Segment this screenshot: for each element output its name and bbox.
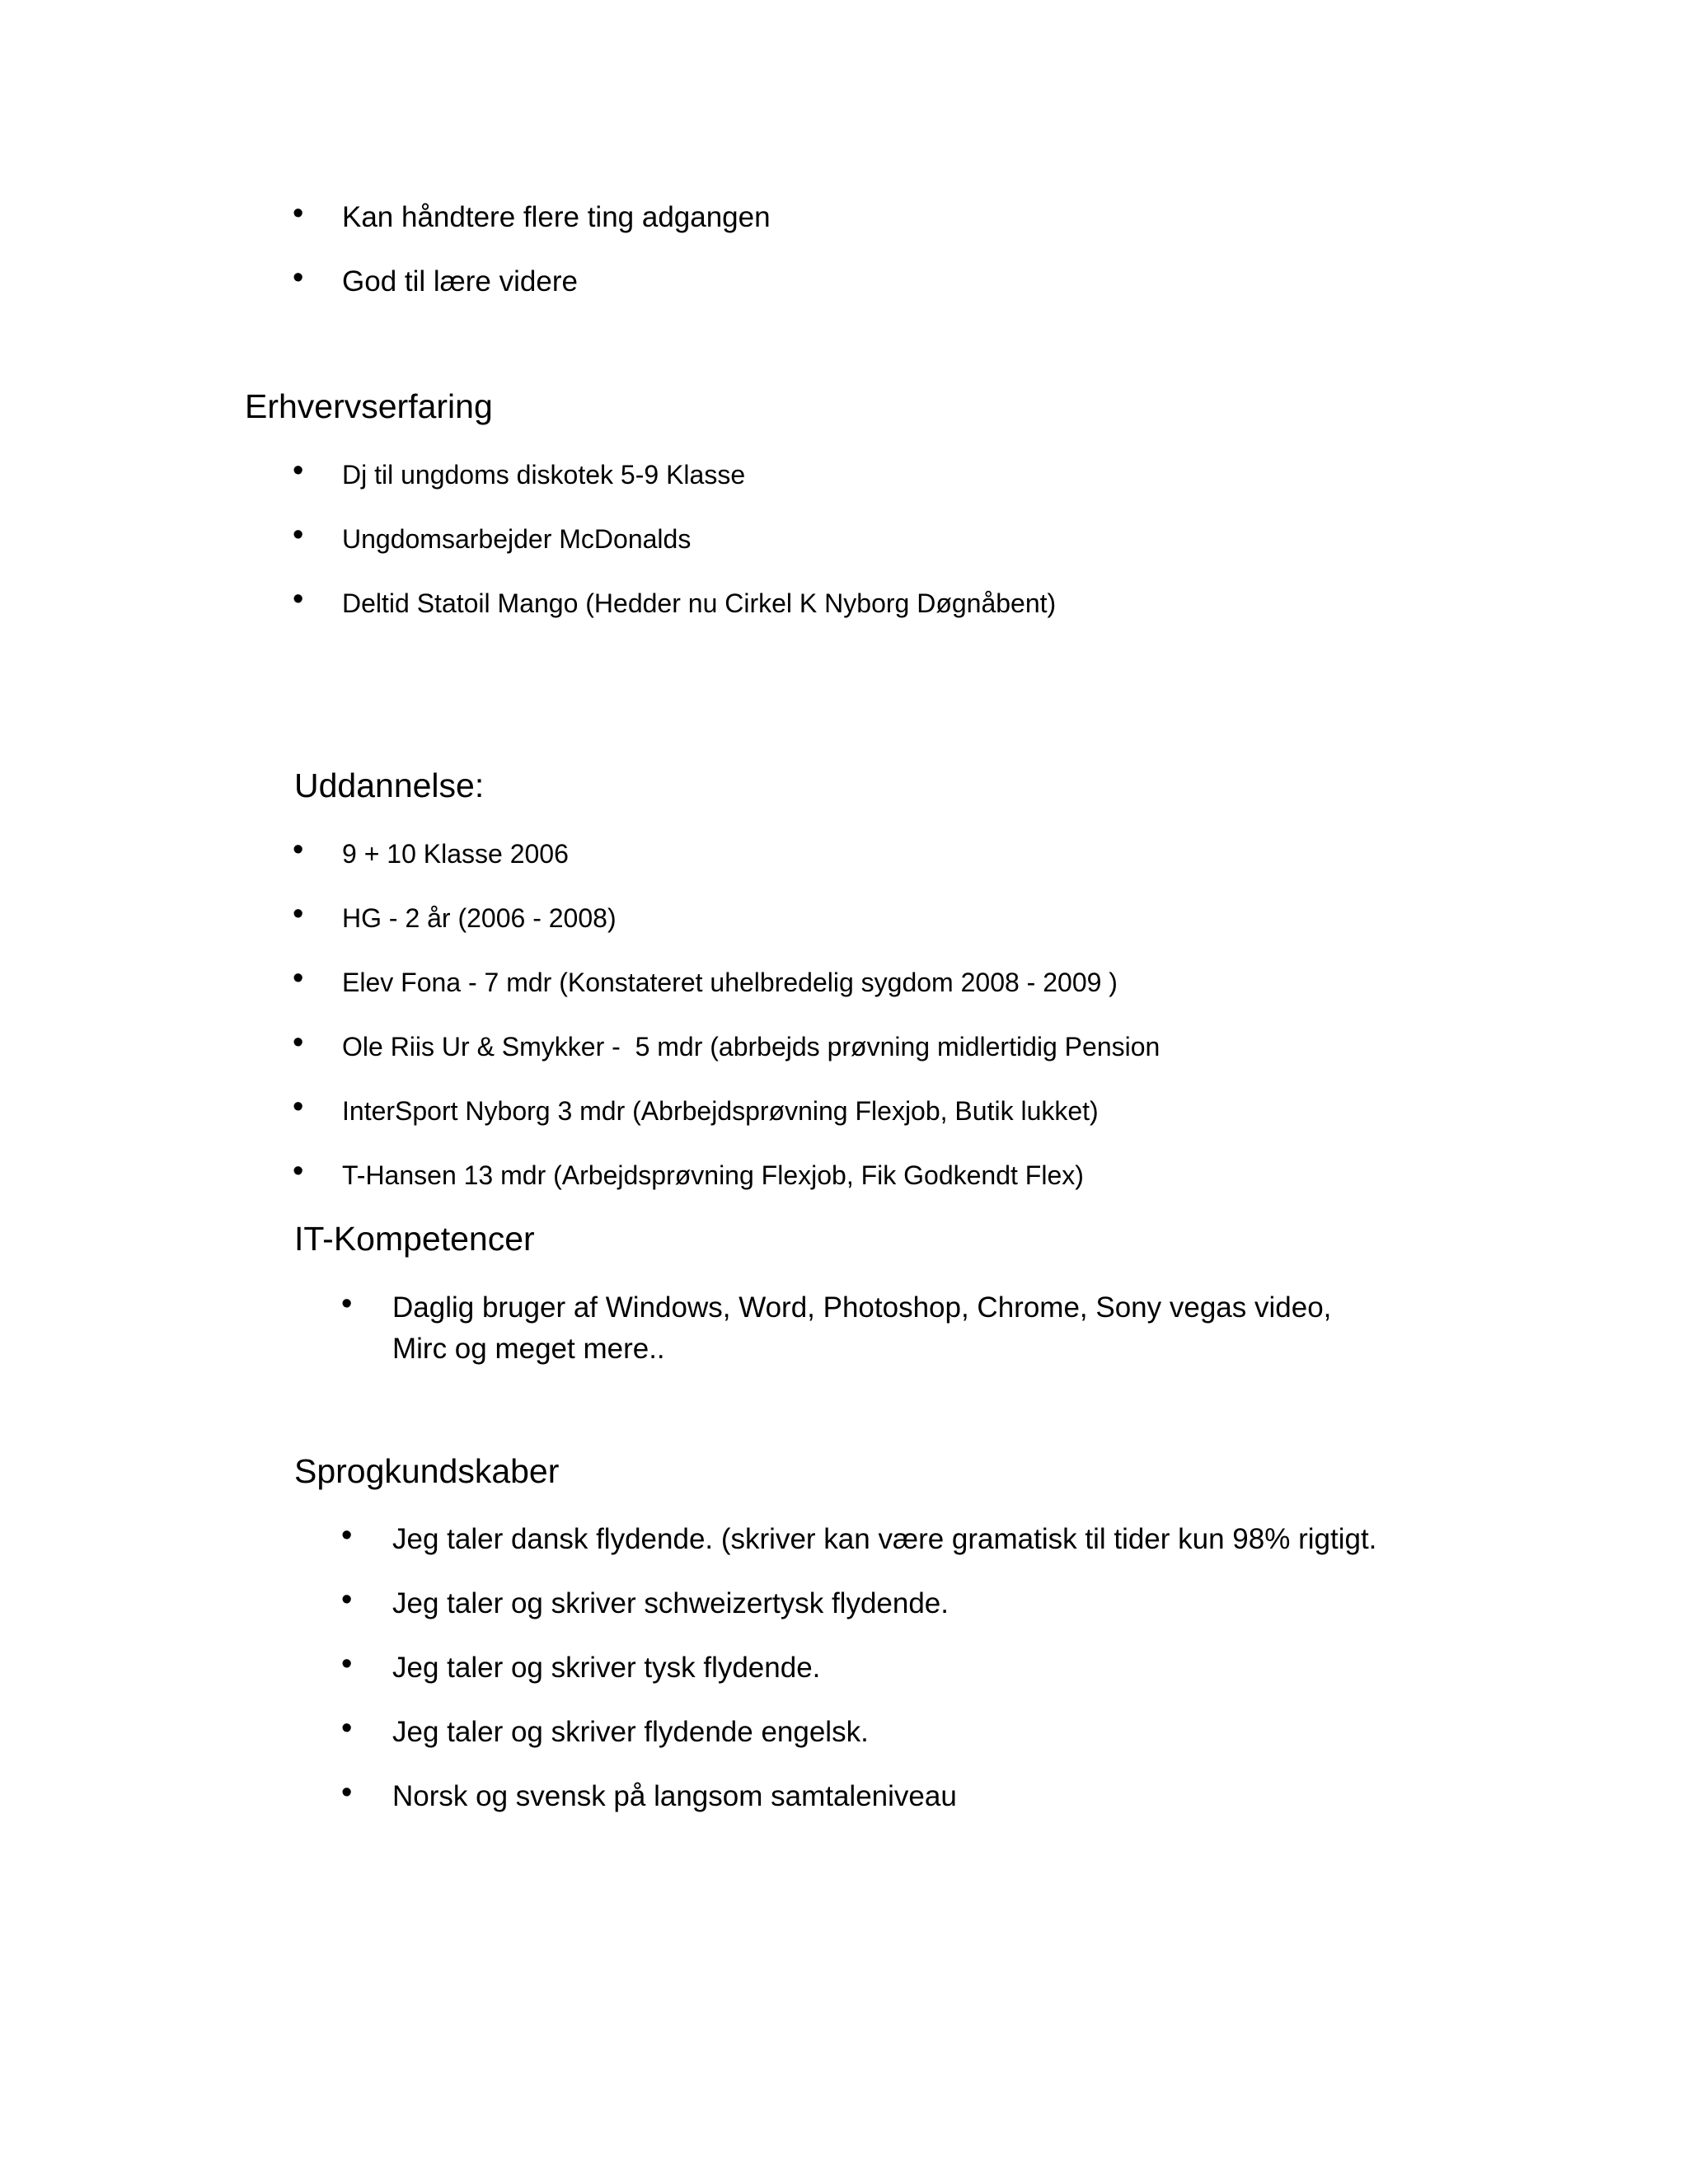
sprog-item-text: Jeg taler og skriver schweizertysk flydende. [392, 1587, 949, 1619]
erhverv-item-text: Ungdomsarbejder McDonalds [342, 524, 692, 554]
section-heading-it: IT-Kompetencer [294, 1220, 535, 1258]
section-heading-uddannelse: Uddannelse: [294, 766, 485, 804]
bullet-icon: • [293, 1154, 304, 1188]
bullet-icon: • [341, 1711, 353, 1746]
bullet-icon: • [293, 832, 304, 867]
sprog-item-text: Jeg taler og skriver flydende engelsk. [392, 1716, 869, 1748]
bullet-icon: • [341, 1775, 353, 1810]
section-heading-sprog: Sprogkundskaber [294, 1452, 560, 1490]
bullet-icon: • [293, 196, 304, 231]
bullet-icon: • [341, 1286, 353, 1321]
bullet-icon: • [293, 1025, 304, 1060]
bullet-icon: • [341, 1647, 353, 1681]
sprog-item-text: Norsk og svensk på langsom samtaleniveau [392, 1780, 957, 1812]
bullet-icon: • [293, 518, 304, 552]
intro-item-text: Kan håndtere flere ting adgangen [342, 201, 771, 233]
sprog-item-text: Jeg taler dansk flydende. (skriver kan være gramatisk til tider kun 98% rigtigt. [392, 1523, 1377, 1555]
uddannelse-item-text: InterSport Nyborg 3 mdr (Abrbejdsprøvning Flexjob, Butik lukket) [342, 1096, 1099, 1126]
uddannelse-item-text: Ole Riis Ur & Smykker - 5 mdr (abrbejds prøvning midlertidig Pension [342, 1032, 1160, 1062]
section-heading-erhverv: Erhvervserfaring [245, 387, 493, 425]
bullet-icon: • [293, 897, 304, 931]
uddannelse-item-text: T-Hansen 13 mdr (Arbejdsprøvning Flexjob, Fik Godkendt Flex) [342, 1160, 1084, 1190]
bullet-icon: • [293, 961, 304, 996]
sprog-item-text: Jeg taler og skriver tysk flydende. [392, 1652, 821, 1684]
bullet-icon: • [341, 1518, 353, 1553]
erhverv-item-text: Dj til ungdoms diskotek 5-9 Klasse [342, 460, 746, 490]
uddannelse-item-text: HG - 2 år (2006 - 2008) [342, 903, 617, 933]
it-item-line-2: Mirc og meget mere.. [392, 1333, 665, 1365]
bullet-icon: • [293, 453, 304, 488]
uddannelse-item-text: 9 + 10 Klasse 2006 [342, 839, 569, 869]
bullet-icon: • [293, 1090, 304, 1124]
bullet-icon: • [293, 260, 304, 295]
intro-item-text: God til lære videre [342, 265, 578, 298]
it-item-line-1: Daglig bruger af Windows, Word, Photoshop, Chrome, Sony vegas video, [392, 1291, 1332, 1324]
bullet-icon: • [293, 582, 304, 616]
bullet-icon: • [341, 1582, 353, 1617]
uddannelse-item-text: Elev Fona - 7 mdr (Konstateret uhelbredelig sygdom 2008 - 2009 ) [342, 968, 1118, 997]
erhverv-item-text: Deltid Statoil Mango (Hedder nu Cirkel K Nyborg Døgnåbent) [342, 588, 1057, 618]
